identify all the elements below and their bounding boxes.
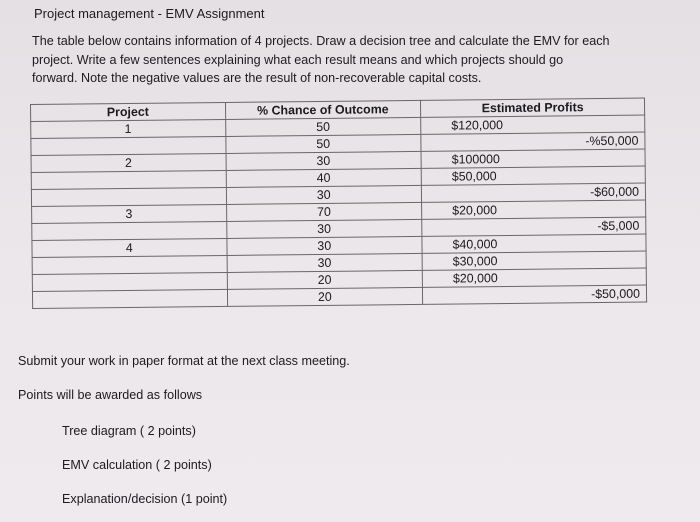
page-title: Project management - EMV Assignment — [34, 6, 265, 21]
cell-project: 1 — [31, 119, 226, 138]
cell-chance: 30 — [226, 185, 422, 204]
cell-chance: 40 — [226, 168, 422, 187]
cell-chance: 30 — [227, 253, 423, 272]
cell-profit: $50,000 — [421, 166, 645, 185]
cell-profit: $20,000 — [422, 268, 646, 287]
cell-chance: 30 — [226, 151, 422, 170]
cell-project — [32, 272, 227, 291]
cell-project: 3 — [32, 204, 227, 223]
points-intro: Points will be awarded as follows — [18, 388, 203, 402]
cell-profit: -$5,000 — [422, 217, 646, 236]
cell-profit: -%50,000 — [421, 132, 645, 151]
cell-project: 4 — [32, 238, 227, 257]
cell-profit: -$60,000 — [421, 183, 645, 202]
cell-project — [31, 170, 226, 189]
cell-profit: -$50,000 — [423, 285, 647, 304]
cell-chance: 20 — [227, 287, 423, 306]
point-item-explanation: Explanation/decision (1 point) — [62, 492, 228, 506]
cell-chance: 20 — [227, 270, 423, 289]
intro-paragraph — [32, 32, 672, 88]
point-item-tree-diagram: Tree diagram ( 2 points) — [62, 424, 196, 438]
intro-line: project. Write a few sentences explaining what each result means and which projects should go — [32, 52, 564, 67]
point-item-emv-calculation: EMV calculation ( 2 points) — [62, 458, 212, 472]
cell-chance: 50 — [225, 134, 421, 153]
cell-project — [32, 221, 227, 240]
cell-chance: 30 — [226, 219, 422, 238]
header-chance: % Chance of Outcome — [225, 100, 421, 119]
cell-project — [32, 289, 227, 308]
cell-profit: $20,000 — [422, 200, 646, 219]
intro-line: forward. Note the negative values are the result of non-recoverable capital costs. — [32, 71, 482, 85]
cell-project — [32, 255, 227, 274]
submit-instructions: Submit your work in paper format at the next class meeting. — [18, 354, 350, 368]
table-body — [31, 115, 647, 308]
cell-project: 2 — [31, 153, 226, 172]
header-profit: Estimated Profits — [421, 98, 645, 117]
cell-profit: $40,000 — [422, 234, 646, 253]
cell-chance: 70 — [226, 202, 422, 221]
cell-chance: 50 — [225, 117, 421, 136]
cell-profit: $100000 — [421, 149, 645, 168]
cell-project — [31, 187, 226, 206]
cell-chance: 30 — [226, 236, 422, 255]
cell-profit: $30,000 — [422, 251, 646, 270]
cell-profit: $120,000 — [421, 115, 645, 134]
cell-project — [31, 136, 226, 155]
intro-line: The table below contains information of 4 projects. Draw a decision tree and calculate the EMV for each — [32, 34, 610, 48]
projects-table — [30, 98, 647, 309]
header-project: Project — [31, 102, 226, 121]
